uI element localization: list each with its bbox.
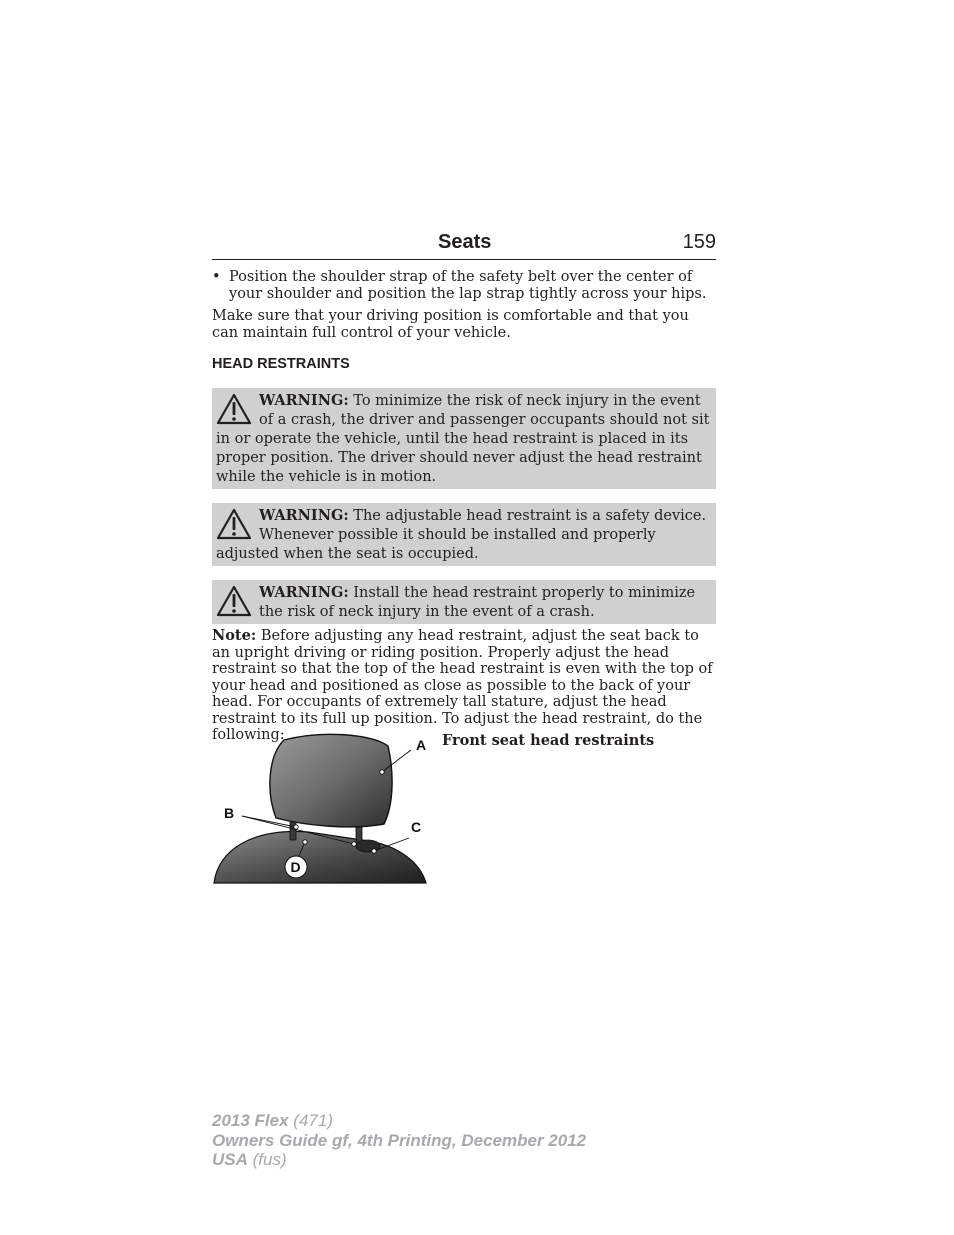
footer-guide: Owners Guide gf, 4th Printing, December 2012 — [212, 1130, 587, 1150]
seat-back — [214, 832, 426, 883]
subheading: HEAD RESTRAINTS — [212, 356, 350, 372]
warning-box — [212, 388, 716, 489]
label-a: A — [416, 737, 427, 753]
label-b: B — [224, 805, 235, 821]
warning-box — [212, 580, 716, 624]
page-header — [212, 229, 716, 260]
note-paragraph — [212, 628, 716, 744]
warning-triangle-icon — [216, 393, 252, 427]
label-c: C — [411, 819, 422, 835]
head-restraint-illustration — [212, 732, 430, 884]
warning-label: WARNING: — [259, 507, 349, 524]
warning-text: The adjustable head restraint is a safety device. Whenever possible it should be installed and properly adjusted when the seat is occupied. — [216, 508, 707, 562]
bullet-text: Position the shoulder strap of the safety belt over the center of your shoulder and position the lap strap tightly across your hips. — [229, 269, 707, 302]
footer-model-code: (471) — [293, 1111, 333, 1130]
warning-text: Install the head restraint properly to minimize the risk of neck injury in the event of a crash. — [259, 585, 696, 620]
note-label: Note: — [212, 627, 257, 644]
warning-label: WARNING: — [259, 392, 349, 409]
page-number: 159 — [682, 231, 716, 253]
footer-region-code: (fus) — [252, 1150, 287, 1169]
footer-model: 2013 Flex — [212, 1111, 289, 1130]
warning-box — [212, 503, 716, 566]
warning-triangle-icon — [216, 508, 252, 542]
warning-text: To minimize the risk of neck injury in the event of a crash, the driver and passenger occupants should not sit in or operate the vehicle, until the head restraint is placed in its proper position. The driver should never adjust the head restraint while the vehicle is in motion. — [216, 393, 710, 485]
note-text: Before adjusting any head restraint, adjust the seat back to an upright driving or riding position. Properly adjust the head restraint so that the top of the head restraint is even with the top of your head and positioned as close as possible to the back of your head. For occupants of extremely tall stature, adjust the head restraint to its full up position. To adjust the head restraint, do the following: — [212, 628, 713, 743]
bullet-dot: • — [212, 269, 221, 285]
page-footer — [212, 1111, 586, 1170]
paragraph: Make sure that your driving position is comfortable and that you can maintain full control of your vehicle. — [212, 308, 689, 341]
section-title: Seats — [438, 231, 492, 253]
bullet-item — [212, 269, 716, 303]
warning-triangle-icon — [216, 585, 252, 619]
warning-label: WARNING: — [259, 584, 349, 601]
figure-caption: Front seat head restraints — [442, 732, 655, 749]
label-d: D — [290, 859, 301, 875]
footer-region: USA — [212, 1150, 248, 1169]
